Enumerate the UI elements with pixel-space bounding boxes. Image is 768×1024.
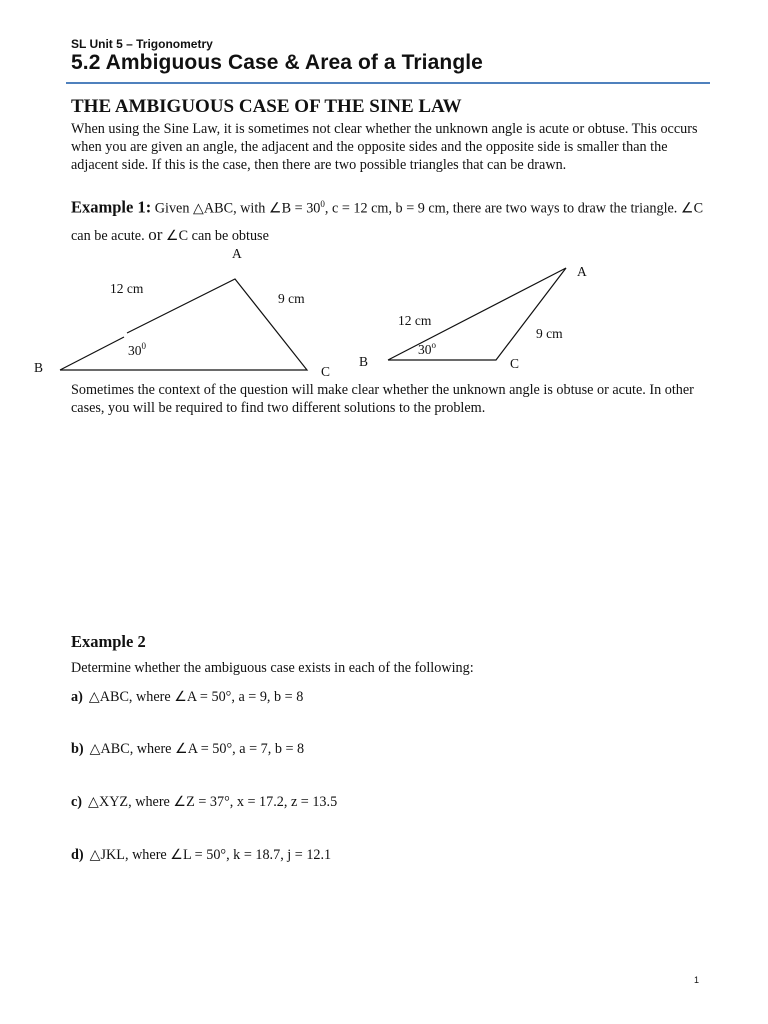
tri2-vertex-a: A [577, 264, 587, 279]
example2-item-b [71, 741, 304, 758]
example2-intro: Determine whether the ambiguous case exists in each of the following: [71, 660, 474, 676]
example1-obtuse: ∠C can be obtuse [162, 227, 269, 244]
tri1-side-b: 9 cm [278, 291, 305, 306]
example1-given-rest: , c = 12 cm, b = 9 cm, there are two ways to draw the triangle. ∠C can be acute. [71, 200, 704, 244]
example2-item-a [71, 689, 303, 706]
tri2-angle-sup: o [431, 340, 436, 350]
item-text: △JKL, where ∠L = 50°, k = 18.7, j = 12.1 [89, 847, 332, 863]
tri1-angle-sup: 0 [141, 341, 146, 351]
tri2-side-c: 12 cm [398, 313, 432, 328]
page-number: 1 [694, 975, 700, 985]
tri1-vertex-b: B [34, 360, 44, 375]
tri1-vertex-c: C [321, 364, 331, 379]
example1-label: Example 1 [71, 197, 146, 217]
triangle-obtuse [359, 264, 587, 371]
item-letter: a) [71, 689, 83, 705]
tri1-angle-value: 30 [128, 343, 142, 358]
item-letter: d) [71, 847, 84, 863]
item-text: △ABC, where ∠A = 50°, a = 9, b = 8 [88, 689, 304, 705]
tri1-vertex-a: A [232, 246, 242, 261]
triangle-acute [34, 246, 330, 379]
context-paragraph: Sometimes the context of the question will make clear whether the unknown angle is obtuse or acute. In other cases, you will be required to find two different solutions to the problem. [71, 382, 694, 416]
tri1-sides [60, 279, 307, 370]
tri2-angle [418, 340, 437, 357]
intro-paragraph: When using the Sine Law, it is sometimes not clear whether the unknown angle is acute or obtuse. This occurs when you are given an angle, the adjacent and the opposite sides and the opposite side is smaller than the adjacent side. If this is the case, then there are two possible triangles that can be drawn. [71, 121, 698, 173]
section-heading: THE AMBIGUOUS CASE OF THE SINE LAW [71, 96, 462, 117]
tri1-side-ab-lower [60, 337, 124, 370]
item-text: △ABC, where ∠A = 50°, a = 7, b = 8 [89, 741, 305, 757]
example1-given-sup: 0 [320, 199, 325, 209]
tri2-vertex-c: C [510, 356, 520, 371]
example1-colon: : [145, 197, 152, 217]
example2-item-d [71, 847, 331, 864]
unit-label: SL Unit 5 – Trigonometry [71, 37, 213, 51]
example1-given: Given △ABC, with ∠B = 30 [154, 200, 321, 217]
example2-item-c [71, 794, 337, 811]
page-title: 5.2 Ambiguous Case & Area of a Triangle [71, 51, 483, 74]
item-letter: c) [71, 794, 83, 810]
item-text: △XYZ, where ∠Z = 37°, x = 17.2, z = 13.5 [88, 794, 338, 810]
tri2-side-b: 9 cm [536, 326, 563, 341]
example1-or: or [148, 224, 163, 244]
item-letter: b) [71, 741, 84, 757]
tri1-side-c: 12 cm [110, 281, 144, 296]
tri1-angle [128, 341, 147, 358]
tri2-vertex-b: B [359, 354, 369, 369]
example2-label: Example 2 [71, 632, 146, 651]
tri2-angle-value: 30 [418, 342, 432, 357]
